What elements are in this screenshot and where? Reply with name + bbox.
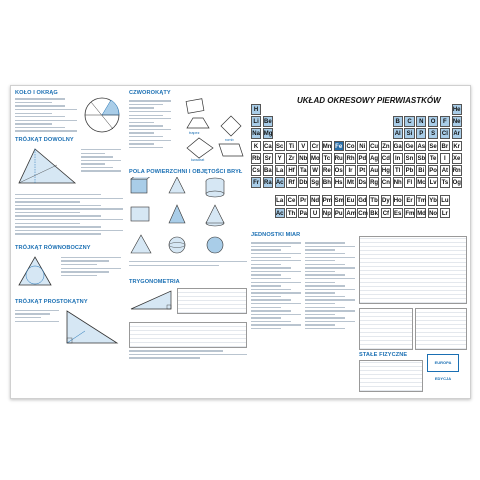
element-pr: Pr xyxy=(298,195,308,206)
circle-diagram xyxy=(83,96,121,134)
element-rg: Rg xyxy=(369,177,379,188)
element-cf: Cf xyxy=(381,208,391,219)
triangle-any-formulas xyxy=(15,194,123,235)
element-w: W xyxy=(310,165,320,176)
greek-alphabet-table xyxy=(415,308,467,350)
section-title-triangle-right: TRÓJKĄT PROSTOKĄTNY xyxy=(15,298,88,305)
section-title-triangle-equilateral: TRÓJKĄT RÓWNOBOCZNY xyxy=(15,244,91,251)
section-title-triangle-any: TRÓJKĄT DOWOLNY xyxy=(15,136,74,143)
section-title-solids: POLA POWIERZCHNI I OBJĘTOŚCI BRYŁ xyxy=(129,169,243,175)
element-o: O xyxy=(428,116,438,127)
element-ac-series: Ac xyxy=(275,208,285,219)
element-v: V xyxy=(298,141,308,152)
element-li: Li xyxy=(251,116,261,127)
element-ca: Ca xyxy=(263,141,273,152)
element-cn: Cn xyxy=(381,177,391,188)
element-th: Th xyxy=(286,208,296,219)
element-fr: Fr xyxy=(251,177,261,188)
column-geometry-1 xyxy=(15,90,123,394)
element-rn: Rn xyxy=(452,165,462,176)
element-nd: Nd xyxy=(310,195,320,206)
section-title-constants: STAŁE FIZYCZNE xyxy=(359,352,408,358)
element-h: H xyxy=(251,104,261,115)
element-ne: Ne xyxy=(452,116,462,127)
units-table xyxy=(359,236,467,304)
element-nh: Nh xyxy=(393,177,403,188)
element-md: Md xyxy=(416,208,426,219)
element-p: P xyxy=(416,128,426,139)
triangle-right-diagram xyxy=(63,307,121,347)
element-po: Po xyxy=(428,165,438,176)
element-u: U xyxy=(310,208,320,219)
element-er: Er xyxy=(404,195,414,206)
element-ti: Ti xyxy=(286,141,296,152)
element-np: Np xyxy=(322,208,332,219)
element-db: Db xyxy=(298,177,308,188)
element-n: N xyxy=(416,116,426,127)
trigonometry-triangle xyxy=(129,287,173,311)
element-se: Se xyxy=(428,141,438,152)
element-co: Co xyxy=(345,141,355,152)
element-tb: Tb xyxy=(369,195,379,206)
element-sc: Sc xyxy=(275,141,285,152)
periodic-table-title: UKŁAD OKRESOWY PIERWIASTKÓW xyxy=(297,96,441,105)
element-re: Re xyxy=(322,165,332,176)
element-cu: Cu xyxy=(369,141,379,152)
element-rb: Rb xyxy=(251,153,261,164)
element-tl: Tl xyxy=(393,165,403,176)
section-title-units: JEDNOSTKI MIAR xyxy=(251,232,301,238)
element-he: He xyxy=(452,104,462,115)
element-sb: Sb xyxy=(416,153,426,164)
element-sg: Sg xyxy=(310,177,320,188)
element-xe: Xe xyxy=(452,153,462,164)
element-cl: Cl xyxy=(440,128,450,139)
element-y: Y xyxy=(275,153,285,164)
element-ag: Ag xyxy=(369,153,379,164)
element-bi: Bi xyxy=(416,165,426,176)
element-og: Og xyxy=(452,177,462,188)
column-periodic-units xyxy=(251,90,466,394)
element-bh: Bh xyxy=(322,177,332,188)
element-cm: Cm xyxy=(357,208,367,219)
trig-values-table xyxy=(177,288,247,314)
element-ge: Ge xyxy=(404,141,414,152)
element-cs: Cs xyxy=(251,165,261,176)
element-ga: Ga xyxy=(393,141,403,152)
element-ra: Ra xyxy=(263,177,273,188)
element-la-series: La xyxy=(275,195,285,206)
solids-diagrams xyxy=(129,177,247,269)
element-hg: Hg xyxy=(381,165,391,176)
element-ar: Ar xyxy=(452,128,462,139)
element-kr: Kr xyxy=(452,141,462,152)
element-fl: Fl xyxy=(404,177,414,188)
element-ir: Ir xyxy=(345,165,355,176)
quad-label-romb: romb xyxy=(225,138,234,142)
section-trigonometry xyxy=(129,279,247,359)
element-eu: Eu xyxy=(345,195,355,206)
column-geometry-2 xyxy=(129,90,247,394)
element-as: As xyxy=(416,141,426,152)
element-si: Si xyxy=(404,128,414,139)
element-nb: Nb xyxy=(298,153,308,164)
element-rf: Rf xyxy=(286,177,296,188)
element-br: Br xyxy=(440,141,450,152)
element-fm: Fm xyxy=(404,208,414,219)
element-at: At xyxy=(440,165,450,176)
element-am: Am xyxy=(345,208,355,219)
section-units xyxy=(251,232,355,332)
element-tc: Tc xyxy=(322,153,332,164)
element-os: Os xyxy=(334,165,344,176)
element-cd: Cd xyxy=(381,153,391,164)
element-fe: Fe xyxy=(334,141,344,152)
element-i: I xyxy=(440,153,450,164)
element-sr: Sr xyxy=(263,153,273,164)
element-ru: Ru xyxy=(334,153,344,164)
element-no: No xyxy=(428,208,438,219)
element-mn: Mn xyxy=(322,141,332,152)
element-in: In xyxy=(393,153,403,164)
element-la: La xyxy=(275,165,285,176)
element-cr: Cr xyxy=(310,141,320,152)
element-na: Na xyxy=(251,128,261,139)
section-title-quadrilaterals: CZWOROKĄTY xyxy=(129,90,171,96)
element-s: S xyxy=(428,128,438,139)
element-mg: Mg xyxy=(263,128,273,139)
element-pm: Pm xyxy=(322,195,332,206)
triangle-equilateral-diagram xyxy=(15,253,55,289)
element-al: Al xyxy=(393,128,403,139)
section-title-trigonometry: TRYGONOMETRIA xyxy=(129,279,180,285)
element-pb: Pb xyxy=(404,165,414,176)
element-c: C xyxy=(404,116,414,127)
element-ta: Ta xyxy=(298,165,308,176)
element-pd: Pd xyxy=(357,153,367,164)
element-es: Es xyxy=(393,208,403,219)
element-mt: Mt xyxy=(345,177,355,188)
trig-formulas-table xyxy=(129,322,247,348)
element-zr: Zr xyxy=(286,153,296,164)
section-circle xyxy=(15,90,123,132)
element-au: Au xyxy=(369,165,379,176)
element-k: K xyxy=(251,141,261,152)
element-bk: Bk xyxy=(369,208,379,219)
quad-label-kwadrat: kwadrat xyxy=(191,158,205,162)
element-be: Be xyxy=(263,116,273,127)
element-ba: Ba xyxy=(263,165,273,176)
element-ni: Ni xyxy=(357,141,367,152)
element-yb: Yb xyxy=(428,195,438,206)
element-hf: Hf xyxy=(286,165,296,176)
element-lr: Lr xyxy=(440,208,450,219)
element-te: Te xyxy=(428,153,438,164)
element-ac: Ac xyxy=(275,177,285,188)
quad-label-trapez: trapez xyxy=(189,131,200,135)
constants-table xyxy=(359,360,423,392)
element-zn: Zn xyxy=(381,141,391,152)
section-title-circle: KOŁO I OKRĄG xyxy=(15,90,58,96)
section-quadrilaterals xyxy=(129,90,247,164)
element-hs: Hs xyxy=(334,177,344,188)
brand-logo: EUROPA EDYCJA xyxy=(427,354,459,372)
element-sn: Sn xyxy=(404,153,414,164)
triangle-any-diagram xyxy=(15,145,77,187)
element-pu: Pu xyxy=(334,208,344,219)
element-tm: Tm xyxy=(416,195,426,206)
element-dy: Dy xyxy=(381,195,391,206)
element-f: F xyxy=(440,116,450,127)
section-triangle-equilateral xyxy=(15,245,123,294)
math-physics-chart xyxy=(10,85,471,399)
element-sm: Sm xyxy=(334,195,344,206)
element-lu: Lu xyxy=(440,195,450,206)
element-rh: Rh xyxy=(345,153,355,164)
element-ts: Ts xyxy=(440,177,450,188)
element-ce: Ce xyxy=(286,195,296,206)
element-pt: Pt xyxy=(357,165,367,176)
element-gd: Gd xyxy=(357,195,367,206)
element-b: B xyxy=(393,116,403,127)
section-triangle-any xyxy=(15,137,123,235)
element-mc: Mc xyxy=(416,177,426,188)
element-lv: Lv xyxy=(428,177,438,188)
quadrilaterals-diagrams xyxy=(173,98,247,164)
element-mo: Mo xyxy=(310,153,320,164)
section-solids xyxy=(129,169,247,274)
element-ds: Ds xyxy=(357,177,367,188)
prefix-table xyxy=(359,308,413,350)
section-triangle-right xyxy=(15,299,123,305)
element-ho: Ho xyxy=(393,195,403,206)
element-pa: Pa xyxy=(298,208,308,219)
circle-formulas xyxy=(15,98,77,132)
